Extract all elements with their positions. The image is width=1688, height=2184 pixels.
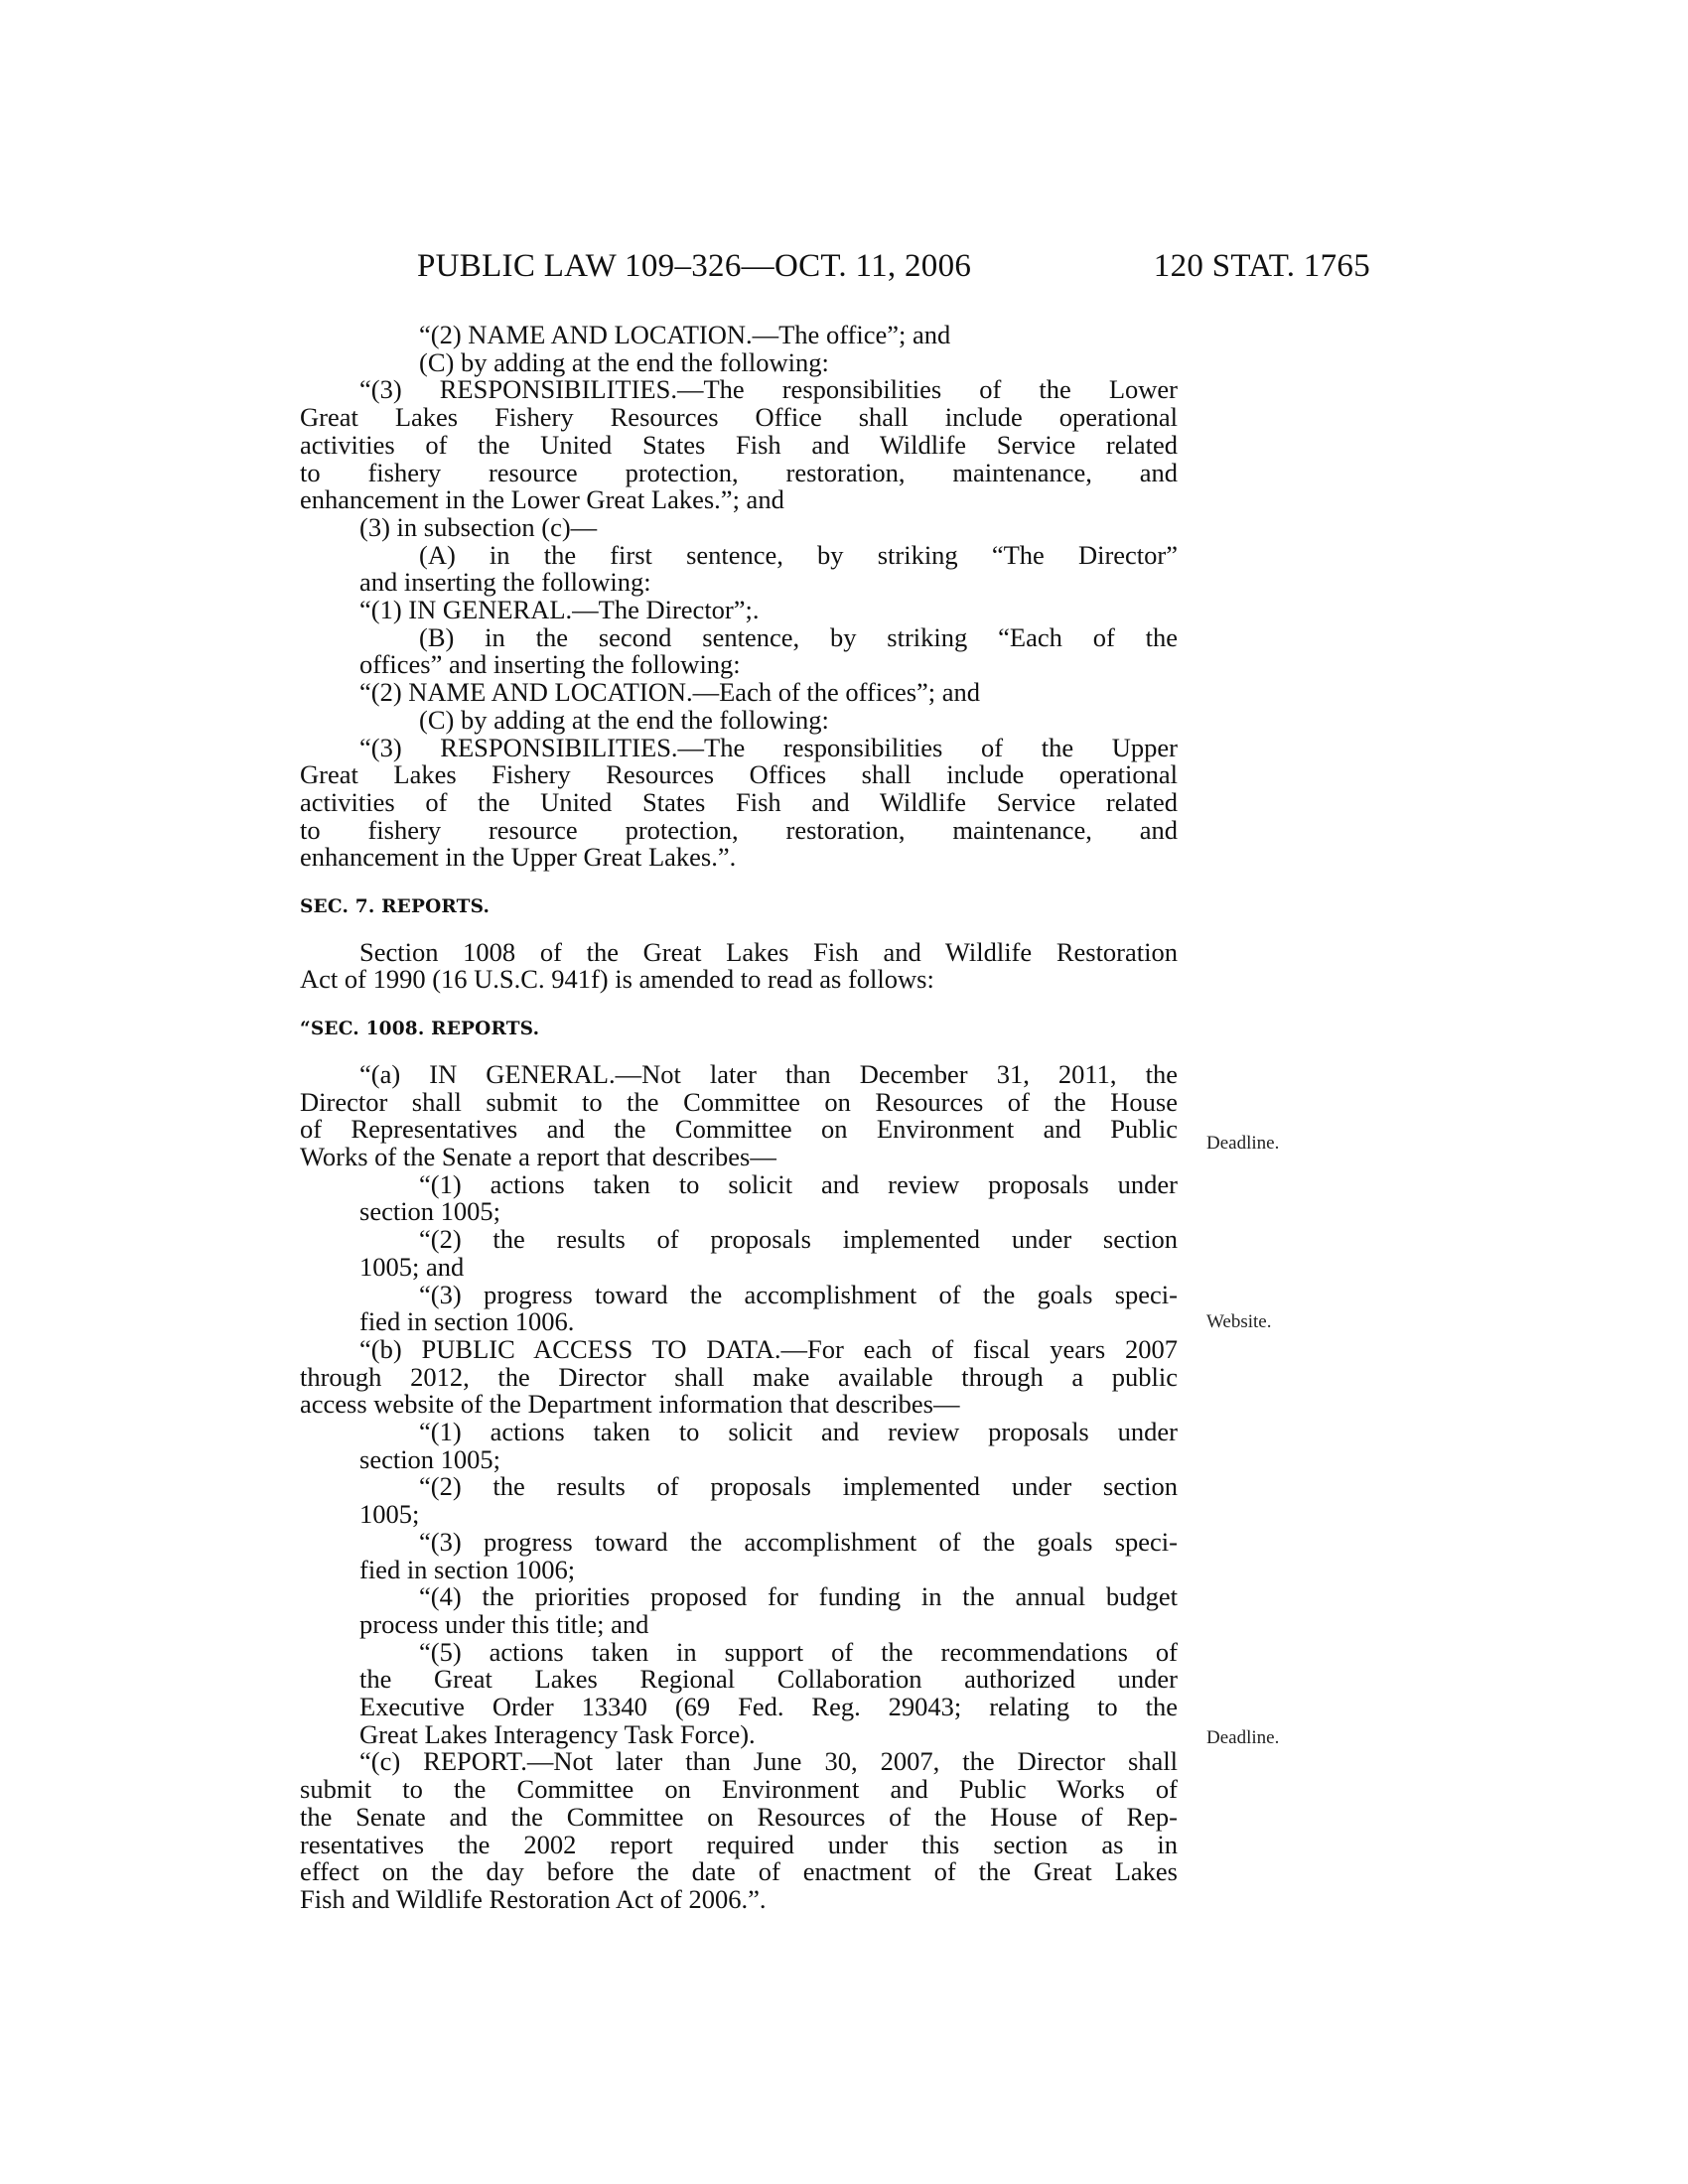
text-line: fied in section 1006;	[359, 1554, 576, 1584]
text-line: Act of 1990 (16 U.S.C. 941f) is amended to read as follows:	[300, 964, 934, 995]
text-line: “(2) NAME AND LOCATION.—Each of the offices”; and	[359, 677, 981, 708]
header-stat-page: 120 STAT. 1765	[1153, 248, 1370, 284]
text-line: 1005;	[359, 1499, 420, 1530]
text-line: activities of the United States Fish and Wildlife Service related	[300, 429, 1178, 460]
text-line: “(b) PUBLIC ACCESS TO DATA.—For each of fiscal years 2007	[359, 1333, 1178, 1364]
text-line: “(4) the priorities proposed for funding in the annual budget	[419, 1581, 1178, 1612]
text-line: offices” and inserting the following:	[359, 649, 741, 680]
text-line: “(1) IN GENERAL.—The Director”;.	[359, 595, 760, 625]
text-line: (C) by adding at the end the following:	[419, 346, 829, 377]
text-line: through 2012, the Director shall make available through a public	[300, 1361, 1178, 1392]
margin-note-deadline: Deadline.	[1206, 1727, 1280, 1748]
text-line: “(a) IN GENERAL.—Not later than December 31, 2011, the	[359, 1058, 1178, 1089]
text-line: Great Lakes Fishery Resources Office shall include operational	[300, 402, 1178, 433]
text-line: Director shall submit to the Committee on Resources of the House	[300, 1086, 1178, 1117]
text-line: 1005; and	[359, 1251, 465, 1282]
text-line: to fishery resource protection, restoration, maintenance, and	[300, 814, 1178, 845]
text-line: Great Lakes Interagency Task Force).	[359, 1718, 756, 1749]
header-public-law: PUBLIC LAW 109–326—OCT. 11, 2006	[417, 248, 972, 284]
text-line: Executive Order 13340 (69 Fed. Reg. 29043; relating to the	[359, 1692, 1178, 1722]
text-line: “(2) the results of proposals implemented under section	[419, 1471, 1178, 1502]
margin-note-deadline: Deadline.	[1206, 1133, 1280, 1154]
text-line: and inserting the following:	[359, 567, 651, 598]
text-line: effect on the day before the date of enactment of the Great Lakes	[300, 1856, 1178, 1887]
text-line: “(3) RESPONSIBILITIES.—The responsibilities of the Upper	[359, 732, 1178, 762]
text-line: the Senate and the Committee on Resources of the House of Rep-	[300, 1801, 1178, 1832]
text-line: Section 1008 of the Great Lakes Fish and Wildlife Restoration	[359, 936, 1178, 967]
text-line: “(2) NAME AND LOCATION.—The office”; and	[419, 320, 951, 349]
text-line: activities of the United States Fish and Wildlife Service related	[300, 786, 1178, 817]
text-line: process under this title; and	[359, 1608, 649, 1639]
text-line: Fish and Wildlife Restoration Act of 2006.”.	[300, 1883, 767, 1914]
text-line: section 1005;	[359, 1196, 501, 1227]
text-line: access website of the Department information that describes—	[300, 1389, 960, 1420]
text-line: (3) in subsection (c)—	[359, 511, 598, 542]
text-line: Great Lakes Fishery Resources Offices shall include operational	[300, 759, 1178, 790]
section-heading: “SEC. 1008. REPORTS.	[300, 1019, 540, 1040]
text-line: to fishery resource protection, restoration, maintenance, and	[300, 457, 1178, 487]
page-header	[298, 248, 1370, 294]
text-line: Works of the Senate a report that describes—	[300, 1141, 776, 1171]
text-line: enhancement in the Upper Great Lakes.”.	[300, 842, 737, 873]
text-line: (B) in the second sentence, by striking “Each of the	[419, 621, 1178, 652]
text-line: (A) in the first sentence, by striking “The Director”	[419, 539, 1178, 570]
margin-note-website: Website.	[1206, 1311, 1272, 1332]
text-line: of Representatives and the Committee on Environment and Public	[300, 1114, 1178, 1145]
text-line: “(3) progress toward the accomplishment of the goals speci-	[419, 1526, 1178, 1557]
text-line: the Great Lakes Regional Collaboration authorized under	[359, 1664, 1178, 1695]
section-heading: SEC. 7. REPORTS.	[300, 896, 491, 918]
text-line: “(5) actions taken in support of the recommendations of	[419, 1636, 1178, 1667]
text-line: “(1) actions taken to solicit and review proposals under	[419, 1417, 1178, 1447]
text-line: “(3) progress toward the accomplishment of the goals speci-	[419, 1279, 1178, 1309]
text-line: resentatives the 2002 report required under this section as in	[300, 1829, 1178, 1859]
text-line: “(3) RESPONSIBILITIES.—The responsibilities of the Lower	[359, 374, 1178, 405]
text-line: (C) by adding at the end the following:	[419, 704, 829, 735]
text-line: “(2) the results of proposals implemented under section	[419, 1224, 1178, 1255]
document-body	[300, 322, 1178, 1914]
text-line: “(1) actions taken to solicit and review proposals under	[419, 1168, 1178, 1199]
text-line: “(c) REPORT.—Not later than June 30, 2007, the Director shall	[359, 1746, 1178, 1777]
text-line: fied in section 1006.	[359, 1306, 575, 1337]
text-line: section 1005;	[359, 1443, 501, 1474]
text-line: enhancement in the Lower Great Lakes.”; and	[300, 484, 784, 515]
text-line: submit to the Committee on Environment and Public Works of	[300, 1774, 1178, 1805]
